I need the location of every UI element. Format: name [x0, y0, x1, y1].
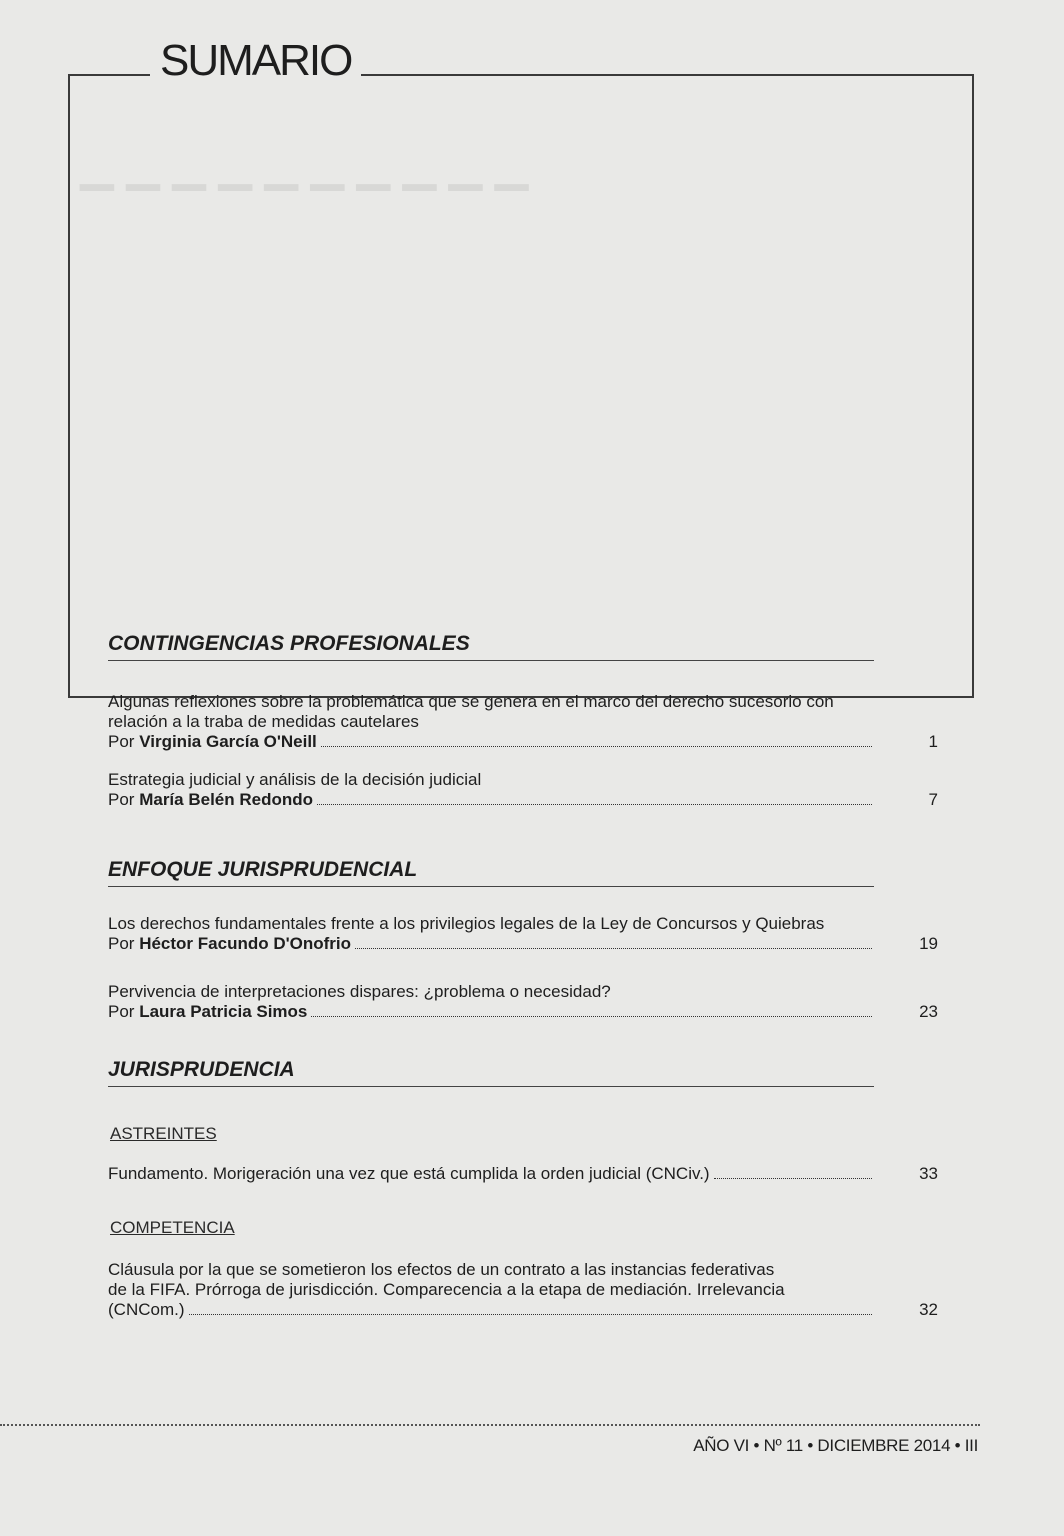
entry-page: 19 [919, 934, 938, 953]
entry-title: Fundamento. Morigeración una vez que está cumplida la orden judicial (CNCiv.) [108, 1164, 710, 1183]
entry-page: 33 [919, 1164, 938, 1183]
entry-title: Estrategia judicial y análisis de la decisión judicial [108, 770, 482, 789]
subsection-label-competencia: COMPETENCIA [110, 1218, 235, 1237]
entry-title: Los derechos fundamentales frente a los privilegios legales de la Ley de Concursos y Quiebras [108, 914, 825, 933]
entry-title-line: Cláusula por la que se sometieron los efectos de un contrato a las instancias federativas [108, 1260, 775, 1279]
entry-by: Por [108, 934, 135, 953]
entry-author: María Belén Redondo [139, 790, 314, 809]
entry-author: Héctor Facundo D'Onofrio [139, 934, 352, 953]
toc-entry[interactable] [108, 914, 938, 954]
summary-frame [68, 75, 974, 698]
page-title: SUMARIO [150, 36, 361, 86]
subsection-label-astreintes: ASTREINTES [110, 1124, 217, 1143]
dot-leader [714, 1178, 872, 1179]
dot-leader [189, 1314, 873, 1315]
entry-by: Por [108, 732, 135, 751]
dot-leader [355, 948, 872, 949]
section-heading-contingencias: CONTINGENCIAS PROFESIONALES [108, 632, 874, 661]
dot-leader [321, 746, 872, 747]
entry-page: 1 [928, 732, 938, 751]
entry-page: 23 [919, 1002, 938, 1021]
entry-by: Por [108, 1002, 135, 1021]
entry-title: Algunas reflexiones sobre la problemática que se genera en el marco del derecho sucesorio con relación a la traba de medidas cautelares [108, 692, 834, 731]
dot-leader [311, 1016, 872, 1017]
bleed-through: ▁ ▁ ▁ ▁ ▁ ▁ ▁ ▁ ▁ ▁ [80, 141, 529, 190]
entry-page: 7 [928, 790, 938, 809]
section-heading-jurisprudencia: JURISPRUDENCIA [108, 1058, 874, 1087]
entry-title-end: (CNCom.) [108, 1300, 185, 1319]
dot-leader [317, 804, 872, 805]
footer-dotted-rule [0, 1424, 980, 1426]
entry-author: Virginia García O'Neill [139, 732, 317, 751]
toc-entry[interactable] [108, 982, 938, 1022]
toc-entry[interactable] [108, 692, 938, 752]
page-footer: AÑO VI • Nº 11 • DICIEMBRE 2014 • III [693, 1436, 978, 1455]
entry-author: Laura Patricia Simos [139, 1002, 308, 1021]
entry-title: Pervivencia de interpretaciones dispares: ¿problema o necesidad? [108, 982, 611, 1001]
entry-page: 32 [919, 1300, 938, 1319]
entry-title-line: de la FIFA. Prórroga de jurisdicción. Comparecencia a la etapa de mediación. Irrelevancia [108, 1280, 785, 1299]
toc-entry[interactable] [108, 770, 938, 810]
entry-by: Por [108, 790, 135, 809]
section-heading-enfoque: ENFOQUE JURISPRUDENCIAL [108, 858, 874, 887]
toc-entry[interactable] [108, 1164, 938, 1184]
toc-entry[interactable] [108, 1260, 938, 1320]
